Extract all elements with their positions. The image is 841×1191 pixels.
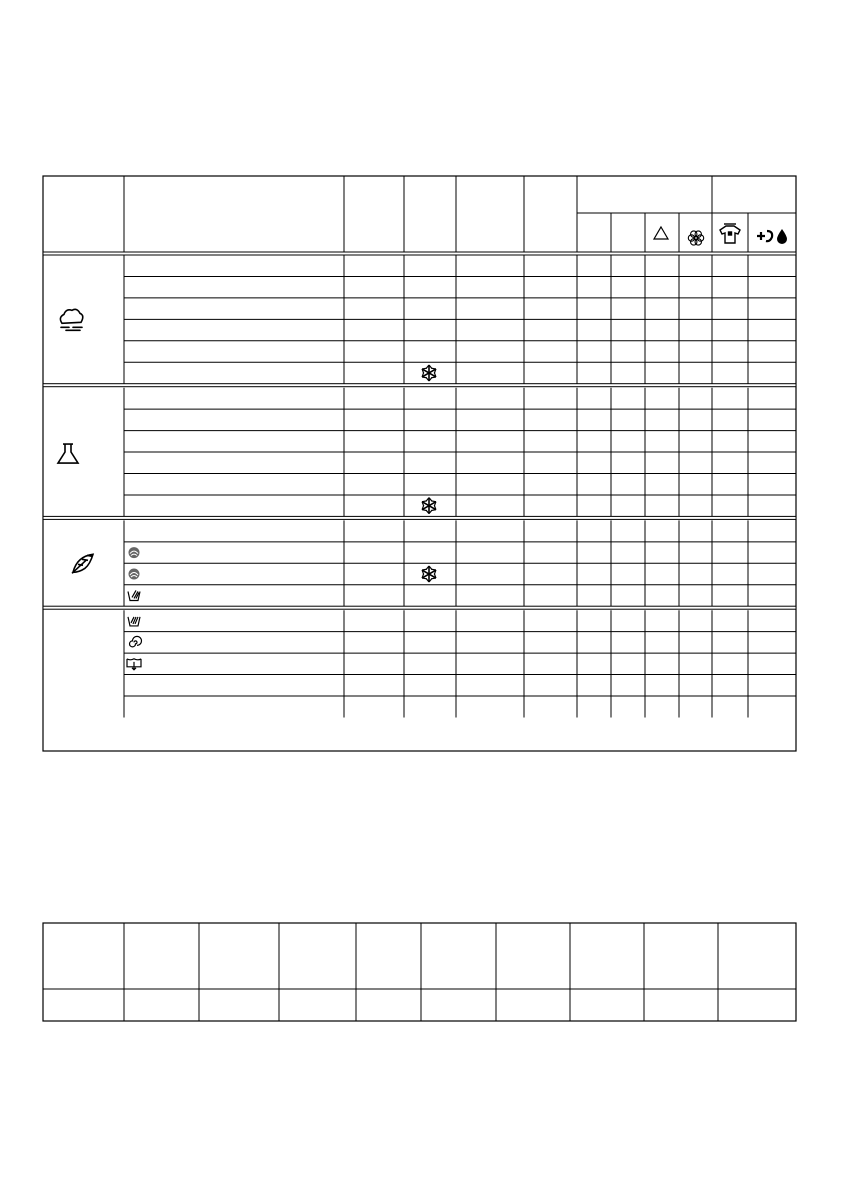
spin-icon bbox=[130, 636, 142, 647]
group-separator bbox=[43, 516, 796, 519]
handwash-tub-icon bbox=[128, 590, 140, 600]
delicates-feather-icon bbox=[72, 554, 93, 573]
flower-icon bbox=[688, 231, 703, 245]
header-double-line bbox=[43, 252, 796, 255]
synthetics-flask-icon bbox=[58, 444, 78, 463]
snowflake-icon bbox=[422, 498, 436, 514]
drain-icon bbox=[127, 659, 141, 670]
consumption-table-frame bbox=[43, 923, 796, 1021]
wool-ball-icon bbox=[129, 547, 140, 558]
wool-ball-icon bbox=[129, 569, 140, 580]
triangle-icon bbox=[654, 227, 668, 239]
snowflake-icon bbox=[422, 566, 436, 582]
group-separator bbox=[43, 384, 796, 387]
program-table-frame bbox=[43, 176, 796, 751]
cotton-cloud-icon bbox=[60, 309, 82, 330]
snowflake-icon bbox=[422, 365, 436, 381]
shirt-icon bbox=[720, 224, 740, 243]
group-separator bbox=[43, 606, 796, 609]
water-plus-icon bbox=[757, 229, 787, 244]
rinse-tub-icon bbox=[128, 617, 140, 626]
